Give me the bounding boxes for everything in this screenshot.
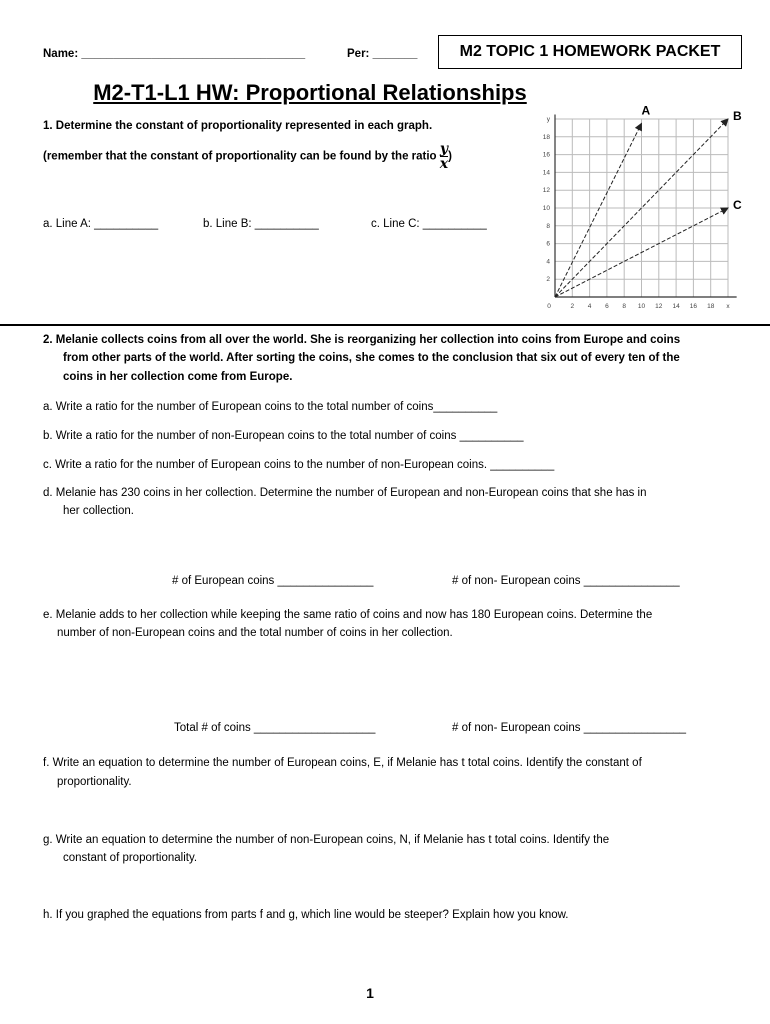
q2e: e. Melanie adds to her collection while keeping the same ratio of coins and now has 180 European coins. Determine the [43,609,653,621]
x-tick-label: 8 [622,303,627,310]
q2f-2: proportionality. [57,776,132,788]
q2-prompt-3: coins in her collection come from Europe. [63,371,293,383]
line-a-answer[interactable]: a. Line A: __________ [43,218,159,230]
y-tick-label: 8 [546,222,550,230]
q2b: b. Write a ratio for the number of non-European coins to the total number of coins __________ [43,430,524,442]
q2g-2: constant of proportionality. [63,852,198,864]
reminder-end: ) [448,150,452,163]
y-tick-label: 16 [542,151,550,159]
ratio-fraction [440,142,448,171]
european-coins-answer[interactable]: # of European coins _______________ [172,575,374,587]
y-tick-label: 6 [546,240,550,248]
q2-prompt: 2. Melanie collects coins from all over the world. She is reorganizing her collection into coins from Europe and coins [43,334,681,346]
series-label-c: C [733,198,742,212]
non-european-total-answer[interactable]: # of non- European coins ________________ [452,722,687,734]
x-tick-label: 18 [707,303,715,310]
x-tick-label: 12 [655,303,663,310]
y-tick-label: 18 [542,133,550,141]
reminder-text: (remember that the constant of proportionality can be found by the ratio [43,150,437,163]
ratio-den: x [439,156,449,172]
q2c: c. Write a ratio for the number of European coins to the number of non-European coins. __________ [43,459,555,471]
y-tick-label: 10 [542,205,550,212]
x-tick-label: 16 [689,303,698,310]
q1-prompt: 1. Determine the constant of proportionality represented in each graph. [43,120,433,132]
title-text: M2-T1-L1 HW: Proportional Relationships [93,80,527,105]
series-label-b: B [733,109,742,123]
q2g: g. Write an equation to determine the number of non-European coins, N, if Melanie has t total coins. Identify the [43,834,610,846]
q2e-2: number of non-European coins and the total number of coins in her collection. [57,627,453,639]
y-tick-label: y [546,116,550,123]
q1-reminder [43,142,452,171]
name-field[interactable]: Name: ___________________________________ [43,48,306,60]
packet-label: M2 TOPIC 1 HOMEWORK PACKET [438,35,742,69]
total-coins-answer[interactable]: Total # of coins ___________________ [174,722,376,734]
series-line-a [555,123,642,297]
q2-prompt-2: from other parts of the world. After sorting the coins, she comes to the conclusion that six out of every ten of the [63,352,680,364]
x-tick-label: 4 [587,303,592,310]
x-tick-label: 0 [547,303,551,310]
page-number: 1 [366,985,374,1001]
proportion-graph [520,95,770,320]
ratio-num: y [439,141,449,157]
line-c-answer[interactable]: c. Line C: __________ [371,218,487,230]
x-tick-label: 2 [570,303,575,310]
q2f: f. Write an equation to determine the number of European coins, E, if Melanie has t total coins. Identify the constant of [43,757,642,769]
x-tick-label: 10 [637,303,646,310]
line-b-answer[interactable]: b. Line B: __________ [203,218,319,230]
period-field[interactable]: Per: _______ [347,48,418,60]
y-tick-label: 2 [546,276,550,284]
y-tick-label: 12 [542,187,550,195]
q2a: a. Write a ratio for the number of European coins to the total number of coins__________ [43,401,498,413]
x-tick-label: 6 [605,303,609,310]
x-tick-label: x [726,303,730,310]
x-tick-label: 14 [672,303,680,310]
q2d-2: her collection. [63,505,134,517]
y-tick-label: 4 [546,258,550,266]
non-european-coins-answer[interactable]: # of non- European coins _______________ [452,575,680,587]
q2h: h. If you graphed the equations from parts f and g, which line would be steeper? Explain how you know. [43,909,569,921]
y-tick-label: 14 [542,169,550,177]
section-divider [0,324,770,326]
q2d: d. Melanie has 230 coins in her collection. Determine the number of European and non-European coins that she has in [43,487,647,499]
series-label-a: A [641,103,651,118]
